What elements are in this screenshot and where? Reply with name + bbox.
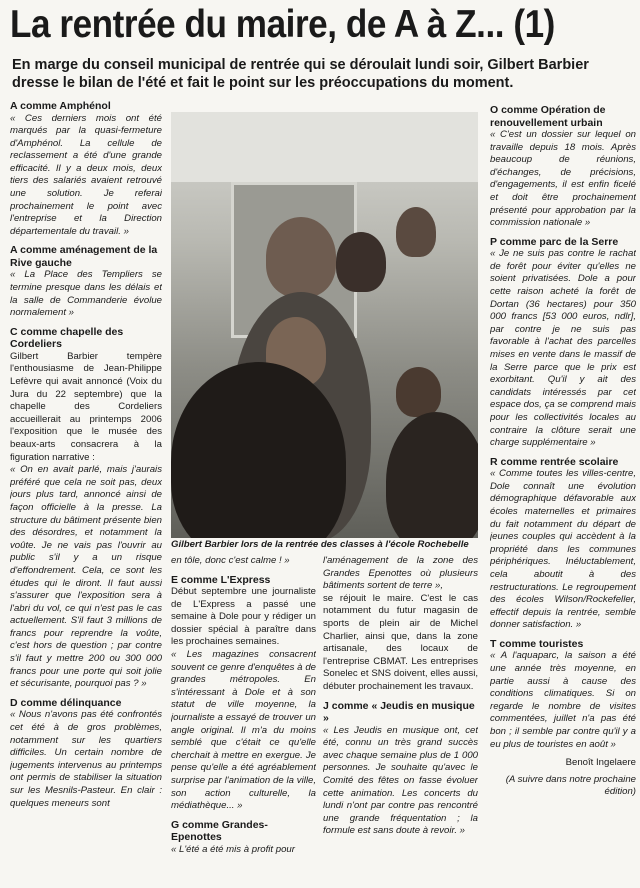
- section-cordeliers: [10, 326, 162, 691]
- section-scolaire: [490, 456, 636, 632]
- section-intro: Gilbert Barbier tempère l'enthousiasme de Jean-Philippe Lefèvre qui avait annoncé (Voix du Jura du 22 septembre) que la chapelle des Cordeliers accueillerait au printemps 2006 l'exposition que le musée des beaux-arts consacrera à la figuration narrative :: [10, 350, 162, 463]
- section-text: « Ces derniers mois ont été marqués par la quasi-fermeture d'Amphénol. La cellule de reclassement a été d'une grande efficacité. Il y a deux mois, deux tiers des salariés avaient retrouvé une solution. Je referai prochainement le point avec l'entreprise et la Direction départementale du travail. »: [10, 112, 162, 237]
- section-jeudis: [323, 700, 478, 838]
- section-text: « On en avait parlé, mais j'aurais préféré que cela ne soit pas, deux jours plus tard, annoncé ainsi de façon officielle à la presse. La structure du bâtiment présente bien des désordres, et notamment la voûte. Je ne vais pas l'ouvrir au public s'il y a un risque d'effondrement. Cela, ce sont les études qui le diront. Il faut aussi s'assurer que l'exposition sera à l'abri du vol, ce qui n'est pas le cas actuellement. S'il faut 3 millions de francs pour reprendre la voûte, c'est hors de question ; par contre s'il faut y mettre 200 ou 300 000 francs pour une porte qui soit jolie et sécurisante, pourquoi pas ? »: [10, 464, 162, 690]
- section-epenottes-continued: [323, 555, 478, 694]
- continued-note: (A suivre dans notre prochaine édition): [505, 774, 636, 798]
- photo-figure-woman: [336, 232, 386, 292]
- section-title: D comme délinquance: [10, 696, 122, 709]
- column-1: [10, 100, 162, 888]
- section-delinquance: [10, 697, 162, 810]
- section-serre: [490, 236, 636, 450]
- photo-figure-child-right: [396, 367, 441, 417]
- column-2: [171, 555, 316, 888]
- section-amphenol: [10, 100, 162, 238]
- section-text: « A l'aquaparc, la saison a été une année très moyenne, en partie aussi à cause des conditions climatiques. Si on regarde le nombre de visites commentées, juillet n'a pas été bon ; il semble par contre qu'il y a eu plus de touristes en août »: [490, 650, 636, 750]
- section-intro: Début septembre une journaliste de L'Express a passé une semaine à Dole pour y rédiger un dossier spécial à paraître dans les prochaines semaines.: [171, 586, 316, 648]
- section-text: « Les magazines consacrent souvent ce genre d'enquêtes à de grandes métropoles. En s'intéressant à Dole et à son statut de ville moyenne, la journaliste a essayé de trouver un angle original. Il m'a du moins semblé que c'était ce qu'elle cherchait à mettre en exergue. Je pense qu'elle a été agréablement surprise par l'animation de la ville, son action culturelle, la médiathèque... »: [171, 649, 316, 812]
- section-touristes: [490, 638, 636, 751]
- section-title: C comme chapelle des Cordeliers: [10, 325, 124, 351]
- section-text: « Je ne suis pas contre le rachat de forêt pour éviter qu'elles ne soient privatisées. Dole a pour cette raison acheté la forêt de Dortan (36 hectares) pour 350 000 francs [53 000 euros, ndlr], par contre je ne suis pas favorable à l'achat des parcelles mises en vente dans le massif de la Serre parce que le prix est exorbitant. Qu'il y ait des candidats intéressés par cet espace dos, ça se comprend mais pour les collectivités locales au contraire la clôture serait une charge supplémentaire »: [490, 248, 636, 449]
- section-text: « La Place des Templiers se termine presque dans les délais et la salle de Commanderie évolue normalement »: [10, 269, 162, 319]
- section-text: en tôle, donc c'est calme ! »: [171, 555, 290, 566]
- section-title: G comme Grandes-Epenottes: [171, 818, 268, 844]
- section-text: « C'est un dossier sur lequel on travaille depuis 18 mois. Après beaucoup de réunions, d'échanges, de précisions, d'engagements, il est enfin ficelé et doit être prochainement présenté pour approbation par la commission nationale »: [490, 129, 636, 229]
- section-title: P comme parc de la Serre: [490, 235, 619, 248]
- section-title: R comme rentrée scolaire: [490, 455, 619, 468]
- photo-wall: [171, 112, 478, 182]
- section-title: A comme aménagement de la Rive gauche: [10, 244, 158, 269]
- section-rive-gauche: [10, 244, 162, 319]
- photo-figure-foreground-right: [386, 412, 478, 538]
- author-signature: Benoît Ingelaere: [565, 757, 636, 769]
- section-text: « L'été a été mis à profit pour: [171, 843, 295, 855]
- photo-figure-man-right: [396, 207, 436, 257]
- section-title: J comme « Jeudis en musique »: [323, 699, 475, 725]
- column-4: [490, 104, 636, 888]
- section-express: [171, 574, 316, 813]
- headline: La rentrée du maire, de A à Z... (1): [10, 3, 555, 46]
- section-continuation: [171, 555, 316, 568]
- section-epenottes: [171, 819, 316, 857]
- section-title: T comme touristes: [490, 637, 584, 650]
- section-title: O comme Opération de renouvellement urbain: [490, 104, 606, 129]
- section-title: A comme Amphénol: [10, 100, 111, 112]
- section-title: E comme L'Express: [171, 573, 271, 586]
- section-text-rest: se réjouit le maire. C'est le cas notamment du futur magasin de sports de plein air de Michel Charlier, ainsi que, dans la zone artisanale, des locaux de l'entreprise CBMAT. Les entreprises Sonelec et SNS doivent, elles aussi, débuter prochainement les travaux.: [323, 592, 478, 692]
- section-text: l'aménagement de la zone des Grandes Epenottes où plusieurs bâtiments sortent de terre »,: [323, 555, 478, 592]
- section-text: « Les Jeudis en musique ont, cet été, connu un très grand succès avec chaque semaine plus de 1 000 personnes. Je souhaite qu'avec le Comité des fêtes on fasse évoluer cette animation. Les concerts du lundi n'ont par contre pas rencontré une grande fréquentation ; la formule est sans doute à revoir. »: [323, 724, 478, 837]
- column-3: [323, 555, 478, 888]
- photo-figure-mayor: [266, 217, 336, 297]
- article-photo: [171, 112, 478, 538]
- section-text: « Comme toutes les villes-centre, Dole connaît une évolution démographique défavorable aux écoles maternelles et primaires du fait notamment du départ de jeunes couples qui accèdent à la propriété dans les communes périphériques. Inéluctablement, cela aboutit à des restructurations. Le regroupement des écoles Wilson/Rockefeller, effectif depuis la rentrée, semble donner satisfaction. »: [490, 468, 636, 631]
- section-text: « Nous n'avons pas été confrontés cet été à de gros problèmes, notamment sur les quartiers difficiles. Un certain nombre de jugements intervenus au printemps ont permis de stabiliser la situation sur les Mesnils-Pasteur. En clair : quelques meneurs sont: [10, 709, 162, 809]
- section-renouvellement: [490, 104, 636, 230]
- standfirst: En marge du conseil municipal de rentrée qui se déroulait lundi soir, Gilbert Barbier dresse le bilan de l'été et fait le point sur les préoccupations du moment.: [12, 57, 589, 91]
- photo-caption: Gilbert Barbier lors de la rentrée des classes à l'école Rochebelle: [171, 539, 469, 550]
